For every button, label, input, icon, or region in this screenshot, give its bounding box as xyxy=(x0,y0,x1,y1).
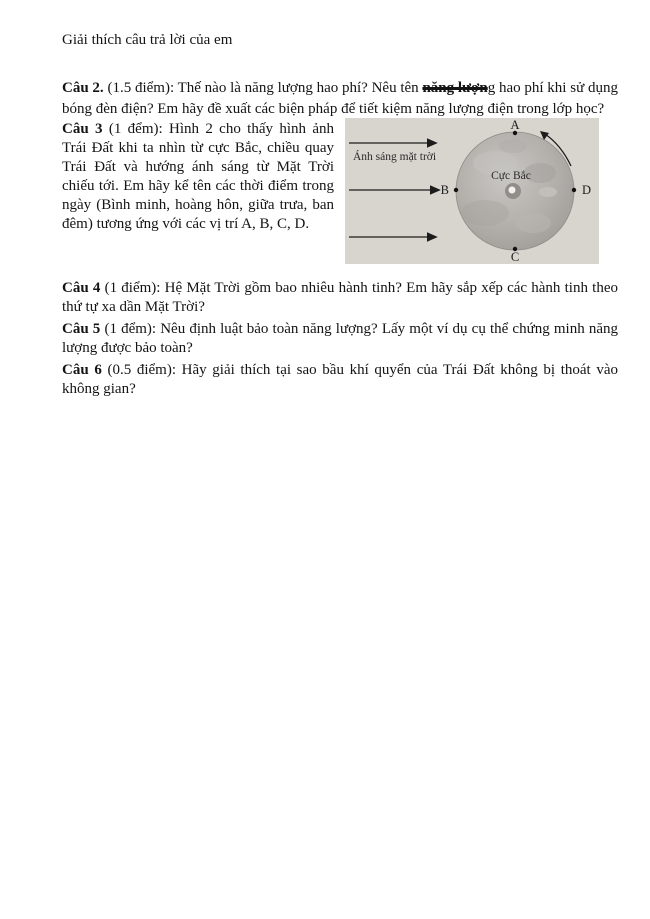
earth-globe xyxy=(456,132,574,250)
point-d-label: D xyxy=(582,183,592,197)
question-6-text: (0.5 điểm): Hãy giải thích tại sao bầu khí quyển của Trái Đất không bị thoát vào không gian? xyxy=(62,362,618,397)
question-3 xyxy=(62,120,334,264)
document-content xyxy=(62,30,618,399)
question-3-row xyxy=(62,120,618,264)
header-line: Giải thích câu trả lời của em xyxy=(62,32,233,48)
question-4-label: Câu 4 xyxy=(62,280,101,296)
point-d-dot xyxy=(572,188,576,192)
question-4 xyxy=(62,279,618,317)
question-5-label: Câu 5 xyxy=(62,321,101,337)
point-b-label: B xyxy=(440,183,449,197)
question-2-text-pre: (1.5 điểm): Thế nào là năng lượng hao phí? Nêu tên xyxy=(103,80,423,96)
question-2-struck-text: năng lượn xyxy=(422,80,488,96)
question-6 xyxy=(62,361,618,399)
question-2-label: Câu 2. xyxy=(62,80,104,96)
earth-figure xyxy=(345,118,599,264)
point-c-label: C xyxy=(510,250,520,264)
point-b-dot xyxy=(454,188,458,192)
pole-mark-dot xyxy=(509,187,516,194)
sunlight-label: Ánh sáng mặt trời xyxy=(353,151,437,163)
point-a-label: A xyxy=(510,118,520,132)
question-2-text-post: g hao phí khi sử dụng bóng đèn điện? Em hãy đề xuất các biện pháp để tiết kiệm năng lượng điện trong lớp học? xyxy=(62,80,618,117)
north-pole-label: Cực Bắc xyxy=(491,170,531,182)
question-5 xyxy=(62,320,618,358)
question-4-text: (1 điểm): Hệ Mặt Trời gồm bao nhiêu hành tinh? Em hãy sắp xếp các hành tinh theo thứ tự xa dần Mặt Trời? xyxy=(62,280,618,315)
question-3-text: (1 đểm): Hình 2 cho thấy hình ảnh Trái Đất khi ta nhìn từ cực Bắc, chiều quay Trái Đất và hướng ánh sáng từ Mặt Trời chiếu tới. Em hãy kể tên các thời điểm trong ngày (Bình minh, hoàng hôn, giữa trưa, ban đêm) tương ứng với các vị trí A, B, C, D. xyxy=(62,121,334,232)
question-2 xyxy=(62,78,618,120)
question-6-label: Câu 6 xyxy=(62,362,102,378)
question-5-text: (1 đểm): Nêu định luật bảo toàn năng lượng? Lấy một ví dụ cụ thể chứng minh năng lượng được bảo toàn? xyxy=(62,321,618,356)
question-3-label: Câu 3 xyxy=(62,121,103,137)
